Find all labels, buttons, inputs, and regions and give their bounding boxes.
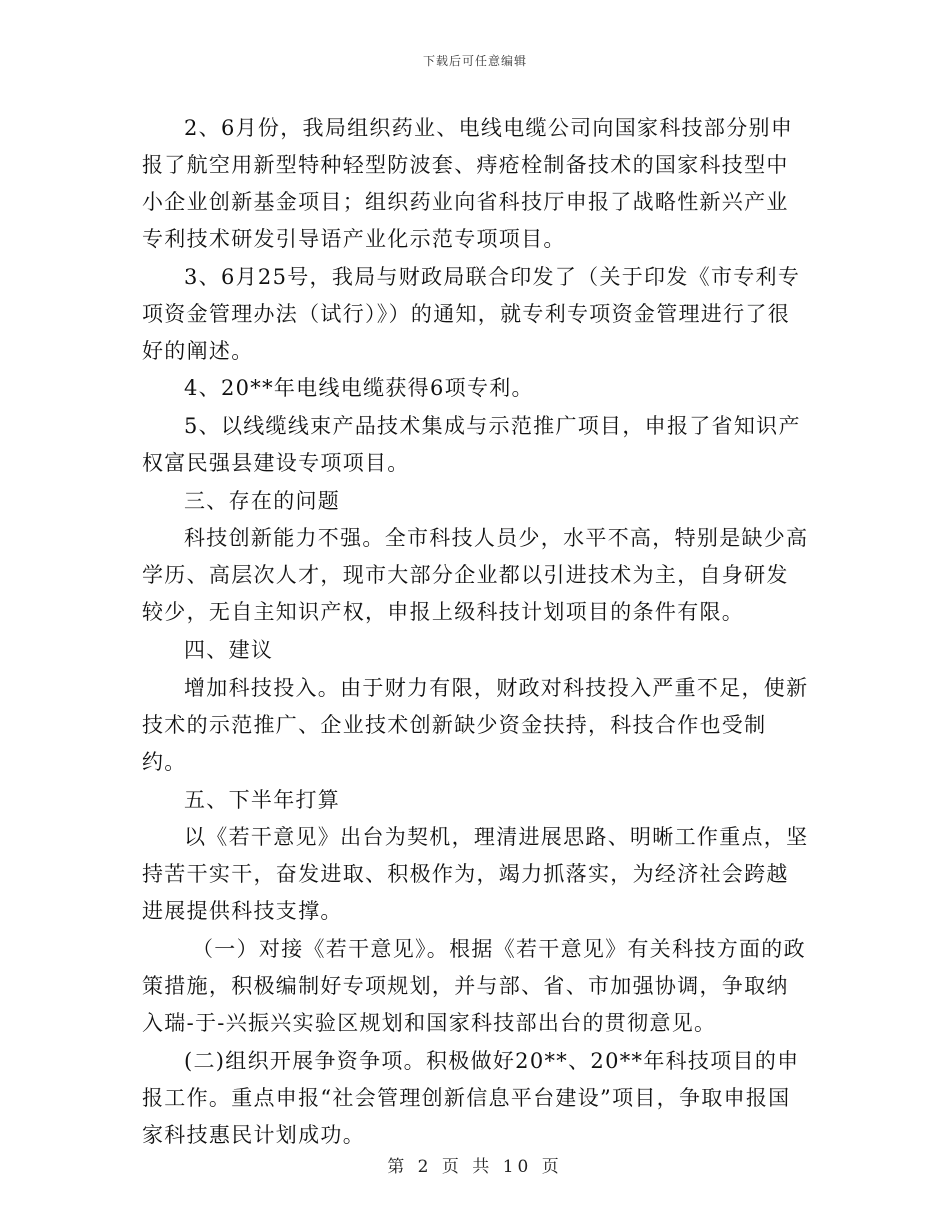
document-body <box>142 110 810 1154</box>
section-heading-suggestions: 四、建议 <box>184 638 274 663</box>
section-heading-plans: 五、下半年打算 <box>184 787 341 812</box>
paragraph-plan-1: （一）对接《若干意见》。根据《若干意见》有关科技方面的政策措施，积极编制好专项规划，并与部、省、市加强协调，争取纳入瑞-于-兴振兴实验区规划和国家科技部出台的贯彻意见。 <box>142 936 806 1035</box>
paragraph-plan-2: (二)组织开展争资争项。积极做好20**、20**年科技项目的申报工作。重点申报“社会管理创新信息平台建设”项目，争取申报国家科技惠民计划成功。 <box>142 1048 800 1147</box>
paragraph-item-3: 3、6月25号，我局与财政局联合印发了（关于印发《市专利专项资金管理办法（试行）》）的通知，就专利专项资金管理进行了很好的阐述。 <box>142 264 801 363</box>
paragraph-suggestions: 增加科技投入。由于财力有限，财政对科技投入严重不足，使新技术的示范推广、企业技术创新缺少资金扶持，科技合作也受制约。 <box>142 675 809 774</box>
paragraph-plans: 以《若干意见》出台为契机，理清进展思路、明晰工作重点，坚持苦干实干，奋发进取、积极作为，竭力抓落实，为经济社会跨越进展提供科技支撑。 <box>142 825 809 924</box>
paragraph-item-5: 5、以线缆线束产品技术集成与示范推广项目，申报了省知识产权富民强县建设专项项目。 <box>142 414 801 476</box>
paragraph-problems: 科技创新能力不强。全市科技人员少，水平不高，特别是缺少高学历、高层次人才，现市大部分企业都以引进技术为主，自身研发较少，无自主知识产权，申报上级科技计划项目的条件有限。 <box>142 526 809 625</box>
page-number-footer: 第 2 页 共 10 页 <box>387 1157 563 1177</box>
section-heading-problems: 三、存在的问题 <box>184 488 341 513</box>
paragraph-item-4: 4、20**年电线电缆获得6项专利。 <box>184 376 534 401</box>
paragraph-item-2: 2、6月份，我局组织药业、电线电缆公司向国家科技部分别申报了航空用新型特种轻型防波套、痔疮栓制备技术的国家科技型中小企业创新基金项目；组织药业向省科技厅申报了战略性新兴产业专利技术研发引导语产业化示范专项项目。 <box>142 116 794 251</box>
page-header-note: 下载后可任意编辑 <box>422 54 527 68</box>
